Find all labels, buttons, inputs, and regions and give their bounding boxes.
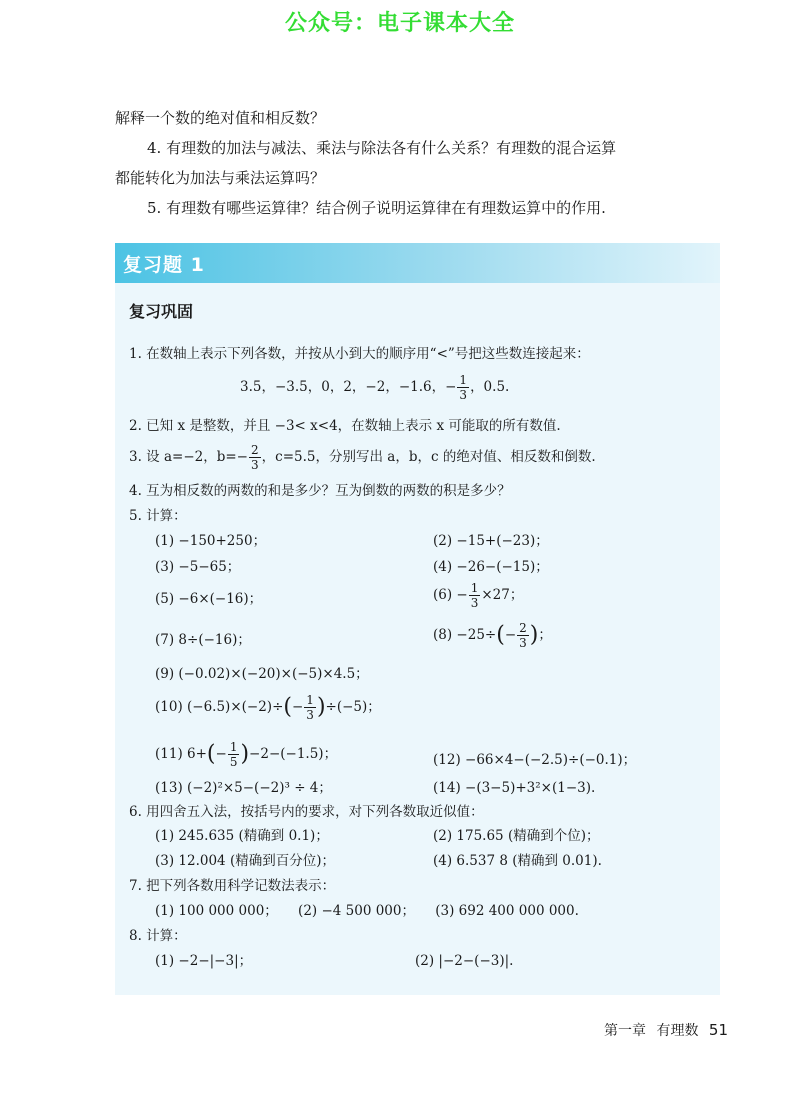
question-8-label: 8. 计算： [129, 928, 187, 944]
section-heading: 复习巩固 [129, 302, 194, 321]
intro-questions [115, 103, 725, 223]
question-4: 4. 互为相反数的两数的和是多少？互为倒数的两数的积是多少？ [129, 483, 511, 499]
intro-question-4-cont: 都能转化为加法与乘法运算吗？ [115, 169, 326, 187]
question-6-label: 6. 用四舍五入法，按括号内的要求，对下列各数取近似值： [129, 804, 484, 820]
page-footer [598, 1020, 728, 1040]
q5-part-4: (4) −26−(−15)； [433, 559, 549, 575]
q8-part-2: (2) |−2−(−3)|. [415, 953, 514, 969]
q5-part-7: (7) 8÷(−16)； [155, 632, 251, 648]
footer-chapter: 第一章 [604, 1023, 646, 1039]
q5-part-14: (14) −(3−5)+3²×(1−3). [433, 780, 596, 796]
q5-part-1: (1) −150+250； [155, 533, 267, 549]
q6-part-1: (1) 245.635 (精确到 0.1)； [155, 828, 329, 844]
q1-values-a: 3.5，−3.5，0，2，−2，−1.6，− [240, 379, 457, 395]
intro-question-4: 4. 有理数的加法与减法、乘法与除法各有什么关系？有理数的混合运算 [147, 139, 617, 157]
q5-part-3: (3) −5−65； [155, 559, 241, 575]
footer-title: 有理数 [656, 1023, 699, 1039]
page-number: 51 [708, 1021, 728, 1039]
q1-fraction: $\frac{1}{3}$ [459, 373, 468, 402]
q6-part-4: (4) 6.537 8 (精确到 0.01). [433, 853, 602, 869]
q5-p10-fraction: $\frac{1}{3}$ [306, 693, 314, 722]
q5-part-13: (13) (−2)²×5−(−2)³ ÷ 4； [155, 780, 332, 796]
q5-part-6: (6) − $\frac{1}{3}$ ×27； [433, 581, 524, 610]
intro-question-5: 5. 有理数有哪些运算律？结合例子说明运算律在有理数运算中的作用. [147, 199, 606, 217]
review-exercises-box [115, 243, 720, 995]
q5-part-5: (5) −6×(−16)； [155, 591, 263, 607]
question-5-label: 5. 计算： [129, 508, 187, 524]
q1-values-b: ，0.5. [470, 379, 510, 395]
watermark-banner: 公众号：电子课本大全 [284, 11, 515, 36]
intro-line-1: 解释一个数的绝对值和相反数？ [115, 109, 326, 127]
question-2: 2. 已知 x 是整数，并且 −3< x<4，在数轴上表示 x 可能取的所有数值. [129, 418, 561, 434]
question-1-values [240, 373, 509, 402]
q5-part-9: (9) (−0.02)×(−20)×(−5)×4.5； [155, 666, 369, 682]
q5-part-10: (10) (−6.5)×(−2)÷(− $\frac{1}{3}$ )÷(−5)； [155, 693, 381, 722]
q5-part-12: (12) −66×4−(−2.5)÷(−0.1)； [433, 752, 637, 768]
question-7-label: 7. 把下列各数用科学记数法表示： [129, 878, 336, 894]
q8-part-1: (1) −2−|−3|； [155, 953, 253, 969]
review-header-bar [115, 243, 720, 283]
q7-items: (1) 100 000 000； (2) −4 500 000； (3) 692 400 000 000. [155, 903, 579, 919]
q3-part-a: 3. 设 a=−2，b=− [129, 449, 248, 465]
q5-part-8: (8) −25÷(− $\frac{2}{3}$ )； [433, 621, 552, 650]
question-3 [129, 443, 596, 472]
review-title: 复习题 1 [123, 254, 205, 276]
q5-part-2: (2) −15+(−23)； [433, 533, 549, 549]
q5-p8-fraction: $\frac{2}{3}$ [519, 621, 527, 650]
q3-fraction: $\frac{2}{3}$ [251, 443, 259, 472]
q5-p11-fraction: $\frac{1}{5}$ [229, 740, 238, 769]
question-1: 1. 在数轴上表示下列各数，并按从小到大的顺序用“<”号把这些数连接起来： [129, 346, 590, 362]
q3-part-b: ，c=5.5，分别写出 a，b，c 的绝对值、相反数和倒数. [261, 449, 596, 465]
q6-part-2: (2) 175.65 (精确到个位)； [433, 828, 600, 844]
q5-part-11: (11) 6+(− $\frac{1}{5}$ )−2−(−1.5)； [155, 740, 338, 769]
q5-p6-fraction: $\frac{1}{3}$ [470, 581, 479, 610]
q6-part-3: (3) 12.004 (精确到百分位)； [155, 853, 335, 869]
